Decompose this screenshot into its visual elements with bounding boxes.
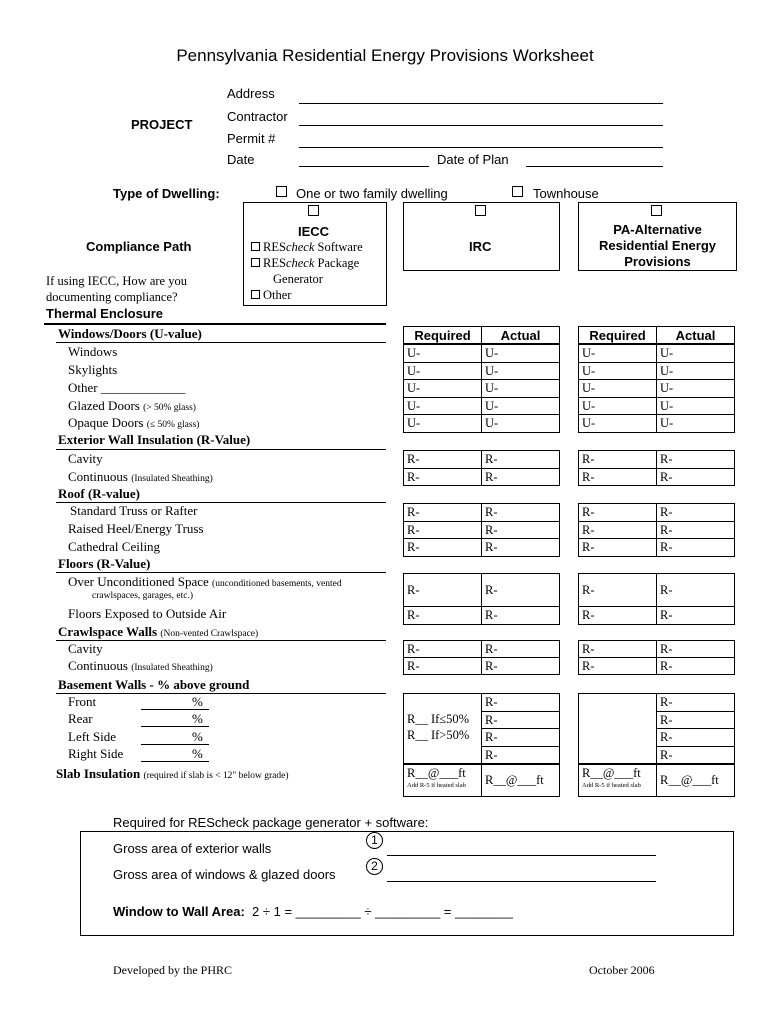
right-label: Right Side [68, 746, 124, 761]
iecc-option-package[interactable]: REScheck Package [251, 256, 359, 271]
slab-actual-0[interactable]: R__@___ft [481, 764, 560, 797]
actual-cell-u-1[interactable]: U- [656, 362, 735, 381]
basement-actual-1-0[interactable]: R- [656, 693, 735, 712]
basement-actual-0-1[interactable]: R- [481, 711, 560, 730]
other-checkbox[interactable] [251, 290, 260, 299]
other-label: Other _____________ [68, 380, 186, 395]
dwelling-label: Type of Dwelling: [113, 186, 220, 201]
required-cell-u-2[interactable]: U- [578, 379, 657, 398]
iecc-label: IECC [298, 224, 330, 239]
cathedral-label: Cathedral Ceiling [68, 539, 161, 554]
over-uncond-label: Over Unconditioned Space (unconditioned basements, vented [68, 574, 342, 589]
slab-actual-1[interactable]: R__@___ft [656, 764, 735, 797]
actual-cell-wall-1[interactable]: R- [656, 468, 735, 486]
wwr-line: Window to Wall Area: 2 ÷ 1 = _________ ÷ _________ = ________ [113, 904, 513, 919]
floors-heading: Floors (R-Value) [58, 556, 151, 571]
required-header-0: Required [403, 326, 482, 344]
software-checkbox[interactable] [251, 242, 260, 251]
project-label: PROJECT [131, 117, 193, 132]
address-label: Address [227, 86, 275, 101]
compliance-label: Compliance Path [86, 239, 192, 254]
actual-cell-u-2[interactable]: U- [656, 379, 735, 398]
actual-cell-floor-1[interactable]: R- [481, 606, 560, 625]
glazed-label: Glazed Doors (> 50% glass) [68, 398, 196, 413]
required-cell-wall-1[interactable]: R- [403, 468, 482, 486]
gross-windows-label: Gross area of windows & glazed doors [113, 867, 336, 882]
permit-field[interactable] [299, 147, 663, 148]
wall-rule [56, 449, 386, 450]
contractor-field[interactable] [299, 125, 663, 126]
required-cell-u-3[interactable]: U- [578, 397, 657, 416]
actual-cell-roof-1[interactable]: R- [481, 521, 560, 540]
required-cell-floor-0[interactable]: R- [578, 573, 657, 607]
actual-cell-floor-0[interactable]: R- [656, 573, 735, 607]
actual-cell-u-4[interactable]: U- [481, 414, 560, 433]
actual-cell-wall-0[interactable]: R- [656, 450, 735, 469]
windows-rule [56, 342, 386, 343]
date-of-plan-label: Date of Plan [437, 152, 509, 167]
left-label: Left Side [68, 729, 117, 744]
irc-checkbox[interactable] [475, 205, 486, 216]
actual-cell-roof-0[interactable]: R- [656, 503, 735, 522]
required-cell-roof-2[interactable]: R- [403, 538, 482, 557]
crawl-cavity-label: Cavity [68, 641, 103, 656]
basement-required-0[interactable] [403, 693, 482, 764]
r-ifgt50: R__ If>50% [407, 728, 470, 742]
slab-req-text: R__@___ft [407, 766, 466, 780]
actual-cell-u-3[interactable]: U- [481, 397, 560, 416]
front-pct: % [192, 694, 203, 709]
basement-actual-0-0[interactable]: R- [481, 693, 560, 712]
roof-heading: Roof (R-value) [58, 486, 140, 501]
required-cell-wall-1[interactable]: R- [578, 468, 657, 486]
over-uncond-note: crawlspaces, garages, etc.) [92, 591, 194, 601]
gross-walls-field[interactable] [387, 855, 656, 856]
iecc-option-other[interactable]: Other [251, 288, 291, 303]
basement-actual-1-3[interactable]: R- [656, 746, 735, 765]
actual-cell-u-4[interactable]: U- [656, 414, 735, 433]
actual-cell-crawl-0[interactable]: R- [656, 640, 735, 658]
actual-header-0: Actual [481, 326, 560, 344]
dwelling-single-checkbox[interactable] [276, 186, 287, 197]
required-cell-u-1[interactable]: U- [403, 362, 482, 381]
compliance-question: If using IECC, How are you [46, 274, 187, 288]
slab-required-1[interactable] [578, 764, 657, 797]
required-cell-roof-0[interactable]: R- [403, 503, 482, 522]
pa-alt-checkbox[interactable] [651, 205, 662, 216]
actual-cell-crawl-1[interactable]: R- [481, 657, 560, 675]
actual-cell-roof-0[interactable]: R- [481, 503, 560, 522]
actual-cell-wall-0[interactable]: R- [481, 450, 560, 469]
required-cell-u-0[interactable]: U- [578, 344, 657, 363]
dwelling-townhouse-checkbox[interactable] [512, 186, 523, 197]
required-cell-roof-2[interactable]: R- [578, 538, 657, 557]
actual-cell-floor-0[interactable]: R- [481, 573, 560, 607]
page-title: Pennsylvania Residential Energy Provisions Worksheet [176, 46, 594, 65]
dwelling-townhouse-label: Townhouse [533, 186, 599, 201]
skylights-label: Skylights [68, 362, 118, 377]
basement-actual-0-3[interactable]: R- [481, 746, 560, 765]
actual-cell-u-0[interactable]: U- [656, 344, 735, 363]
slab-required-0[interactable] [403, 764, 482, 797]
front-label: Front [68, 694, 97, 709]
continuous-label: Continuous (Insulated Sheathing) [68, 469, 213, 484]
footer-left: Developed by the PHRC [113, 963, 232, 977]
required-cell-crawl-0[interactable]: R- [403, 640, 482, 658]
opaque-label: Opaque Doors (≤ 50% glass) [68, 415, 200, 430]
truss-label: Standard Truss or Rafter [70, 503, 198, 518]
required-cell-u-4[interactable]: U- [578, 414, 657, 433]
required-cell-floor-1[interactable]: R- [578, 606, 657, 625]
basement-actual-1-2[interactable]: R- [656, 728, 735, 747]
crawl-continuous-label: Continuous (Insulated Sheathing) [68, 658, 213, 673]
actual-cell-roof-2[interactable]: R- [656, 538, 735, 557]
basement-rule [56, 693, 386, 694]
iecc-option-package-cont: Generator [273, 272, 323, 286]
required-cell-roof-1[interactable]: R- [403, 521, 482, 540]
required-cell-roof-1[interactable]: R- [578, 521, 657, 540]
actual-cell-crawl-1[interactable]: R- [656, 657, 735, 675]
rescheck-heading: Required for REScheck package generator + software: [113, 815, 429, 830]
iecc-checkbox[interactable] [308, 205, 319, 216]
slab-label: Slab Insulation (required if slab is < 12" below grade) [56, 766, 289, 781]
permit-label: Permit # [227, 131, 276, 146]
iecc-option-software[interactable]: REScheck Software [251, 240, 363, 255]
gross-windows-field[interactable] [387, 881, 656, 882]
circle-1: 1 [366, 832, 383, 849]
circle-2: 2 [366, 858, 383, 875]
right-pct: % [192, 746, 203, 761]
required-cell-u-4[interactable]: U- [403, 414, 482, 433]
actual-header-1: Actual [656, 326, 735, 344]
required-cell-crawl-1[interactable]: R- [403, 657, 482, 675]
required-cell-u-3[interactable]: U- [403, 397, 482, 416]
slab-heated-note: Add R-5 if heated slab [582, 782, 641, 789]
actual-cell-floor-1[interactable]: R- [656, 606, 735, 625]
date-label: Date [227, 152, 255, 167]
actual-cell-wall-1[interactable]: R- [481, 468, 560, 486]
windows-label: Windows [68, 344, 118, 359]
wall-heading: Exterior Wall Insulation (R-Value) [58, 432, 251, 447]
actual-cell-crawl-0[interactable]: R- [481, 640, 560, 658]
required-cell-wall-0[interactable]: R- [403, 450, 482, 469]
required-cell-u-0[interactable]: U- [403, 344, 482, 363]
dwelling-single-label: One or two family dwelling [296, 186, 448, 201]
left-pct: % [192, 729, 203, 744]
actual-cell-u-0[interactable]: U- [481, 344, 560, 363]
basement-actual-1-1[interactable]: R- [656, 711, 735, 730]
thermal-heading: Thermal Enclosure [46, 306, 164, 321]
date-of-plan-field[interactable] [526, 166, 663, 167]
actual-cell-u-3[interactable]: U- [656, 397, 735, 416]
required-cell-crawl-1[interactable]: R- [578, 657, 657, 675]
cavity-label: Cavity [68, 451, 103, 466]
slab-heated-note: Add R-5 if heated slab [407, 782, 466, 789]
basement-actual-0-2[interactable]: R- [481, 728, 560, 747]
basement-heading: Basement Walls - % above ground [58, 677, 250, 692]
required-cell-u-1[interactable]: U- [578, 362, 657, 381]
required-cell-floor-1[interactable]: R- [403, 606, 482, 625]
rear-pct: % [192, 711, 203, 726]
pa-alt-label: PA-Alternative Residential Energy Provisions [598, 222, 717, 269]
gross-walls-label: Gross area of exterior walls [113, 841, 272, 856]
floors-exposed-label: Floors Exposed to Outside Air [68, 606, 227, 621]
required-cell-wall-0[interactable]: R- [578, 450, 657, 469]
thermal-rule [44, 323, 386, 325]
required-cell-floor-0[interactable]: R- [403, 573, 482, 607]
rear-label: Rear [68, 711, 93, 726]
required-header-1: Required [578, 326, 657, 344]
heel-label: Raised Heel/Energy Truss [68, 521, 204, 536]
required-cell-u-2[interactable]: U- [403, 379, 482, 398]
required-cell-crawl-0[interactable]: R- [578, 640, 657, 658]
footer-right: October 2006 [589, 963, 655, 977]
crawl-heading: Crawlspace Walls (Non-vented Crawlspace) [58, 624, 259, 639]
address-field[interactable] [299, 103, 663, 104]
actual-cell-roof-2[interactable]: R- [481, 538, 560, 557]
date-field[interactable] [299, 166, 429, 167]
irc-label: IRC [469, 239, 492, 254]
actual-cell-roof-1[interactable]: R- [656, 521, 735, 540]
basement-required-1[interactable] [578, 693, 657, 764]
slab-req-text: R__@___ft [582, 766, 641, 780]
package-checkbox[interactable] [251, 258, 260, 267]
required-cell-roof-0[interactable]: R- [578, 503, 657, 522]
windows-heading: Windows/Doors (U-value) [58, 326, 202, 341]
contractor-label: Contractor [227, 109, 288, 124]
actual-cell-u-2[interactable]: U- [481, 379, 560, 398]
floors-rule [56, 572, 386, 573]
compliance-question-2: documenting compliance? [46, 290, 178, 304]
r-if50: R__ If≤50% [407, 712, 470, 726]
actual-cell-u-1[interactable]: U- [481, 362, 560, 381]
crawl-rule [56, 640, 386, 641]
